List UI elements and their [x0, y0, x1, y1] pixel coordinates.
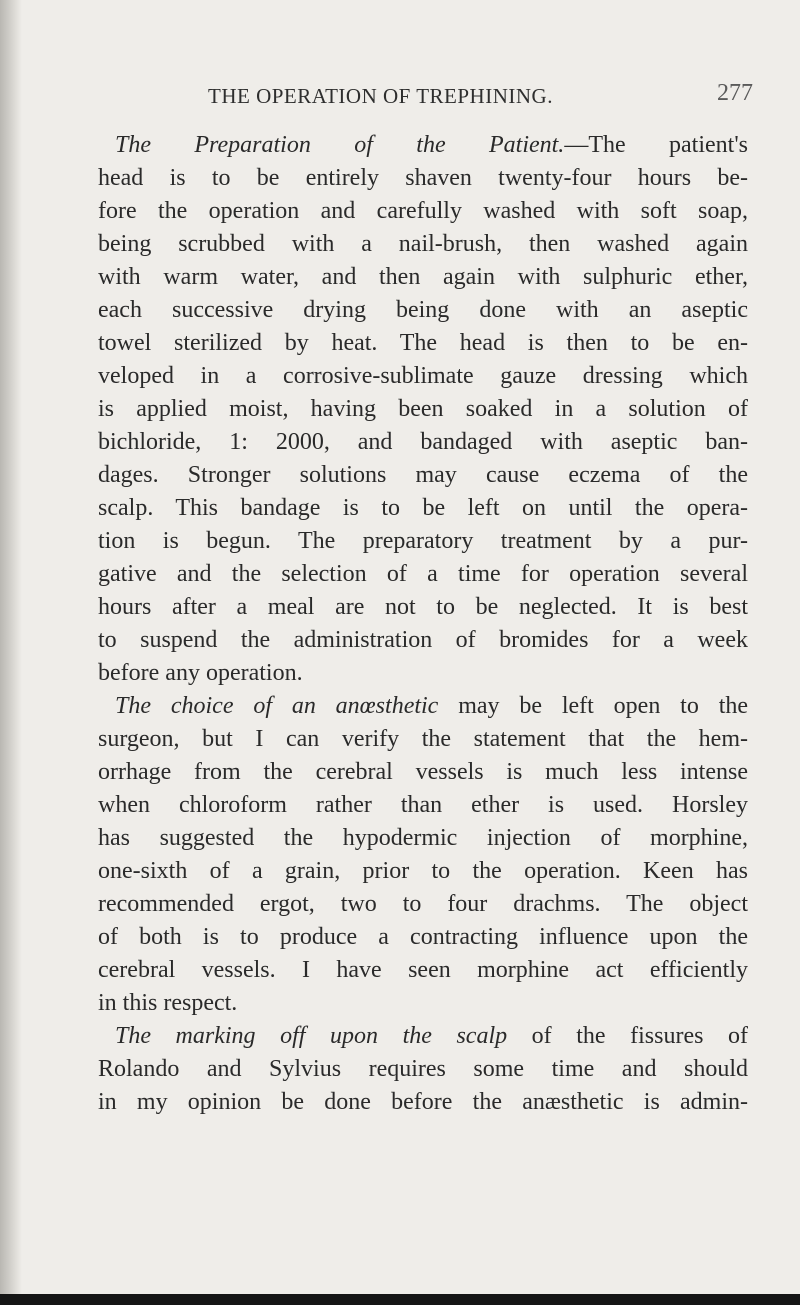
- line-text: fore the operation and carefully washed with soft soap,: [98, 198, 748, 224]
- line-text: has suggested the hypodermic injection of morphine,: [98, 825, 748, 851]
- text-line: [98, 459, 748, 492]
- text-line: [98, 822, 748, 855]
- text-line: [98, 525, 748, 558]
- line-text: cerebral vessels. I have seen morphine act efficiently: [98, 957, 748, 983]
- line-text: of both is to produce a contracting influence upon the: [98, 924, 748, 950]
- line-text: one-sixth of a grain, prior to the operation. Keen has: [98, 858, 748, 884]
- text-line: [98, 1020, 748, 1053]
- text-line: [98, 393, 748, 426]
- italic-heading: The marking off upon the scalp: [115, 1023, 508, 1049]
- line-text: dages. Stronger solutions may cause eczema of the: [98, 462, 748, 488]
- line-text: being scrubbed with a nail-brush, then washed again: [98, 231, 748, 257]
- text-line: [98, 228, 748, 261]
- text-line: [98, 789, 748, 822]
- running-head: [208, 80, 753, 112]
- text-line: [98, 1053, 748, 1086]
- line-text: bichloride, 1: 2000, and bandaged with aseptic ban-: [98, 429, 748, 455]
- line-text: in my opinion be done before the anæsthetic is admin-: [98, 1089, 748, 1115]
- line-text: scalp. This bandage is to be left on until the opera-: [98, 495, 748, 521]
- text-line: [98, 690, 748, 723]
- line-text: —The patient's: [564, 132, 748, 158]
- text-line: [98, 261, 748, 294]
- text-line: [98, 129, 748, 162]
- line-text: to suspend the administration of bromides for a week: [98, 627, 748, 653]
- text-line: [98, 987, 748, 1020]
- line-text: of the fissures of: [507, 1023, 748, 1049]
- bottom-edge: [0, 1294, 800, 1305]
- text-line: [98, 591, 748, 624]
- text-line: [98, 558, 748, 591]
- line-text: in this respect.: [98, 990, 238, 1016]
- line-text: orrhage from the cerebral vessels is much less intense: [98, 759, 748, 785]
- text-line: [98, 855, 748, 888]
- running-title: THE OPERATION OF TREPHINING.: [208, 84, 553, 108]
- text-line: [98, 162, 748, 195]
- text-line: [98, 657, 748, 690]
- text-line: [98, 327, 748, 360]
- line-text: is applied moist, having been soaked in a solution of: [98, 396, 748, 422]
- text-line: [98, 492, 748, 525]
- line-text: recommended ergot, two to four drachms. The object: [98, 891, 748, 917]
- text-line: [98, 723, 748, 756]
- text-line: [98, 360, 748, 393]
- text-line: [98, 921, 748, 954]
- line-text: hours after a meal are not to be neglected. It is best: [98, 594, 748, 620]
- text-line: [98, 954, 748, 987]
- text-line: [98, 426, 748, 459]
- body-text: [98, 129, 748, 1119]
- line-text: towel sterilized by heat. The head is then to be en-: [98, 330, 748, 356]
- line-text: may be left open to the: [438, 693, 749, 719]
- text-line: [98, 294, 748, 327]
- page-gutter-shadow: [0, 0, 22, 1305]
- italic-heading: The Preparation of the Patient.: [115, 132, 565, 158]
- text-line: [98, 888, 748, 921]
- text-line: [98, 624, 748, 657]
- line-text: head is to be entirely shaven twenty-four hours be-: [98, 165, 748, 191]
- line-text: with warm water, and then again with sulphuric ether,: [98, 264, 748, 290]
- line-text: veloped in a corrosive-sublimate gauze dressing which: [98, 363, 748, 389]
- text-line: [98, 195, 748, 228]
- line-text: gative and the selection of a time for operation several: [98, 561, 748, 587]
- page-number: 277: [717, 80, 753, 106]
- italic-heading: The choice of an anœsthetic: [115, 693, 439, 719]
- text-line: [98, 756, 748, 789]
- line-text: each successive drying being done with an aseptic: [98, 297, 748, 323]
- line-text: before any operation.: [98, 660, 303, 686]
- line-text: tion is begun. The preparatory treatment by a pur-: [98, 528, 748, 554]
- line-text: when chloroform rather than ether is used. Horsley: [98, 792, 748, 818]
- text-line: [98, 1086, 748, 1119]
- line-text: surgeon, but I can verify the statement that the hem-: [98, 726, 748, 752]
- line-text: Rolando and Sylvius requires some time and should: [98, 1056, 748, 1082]
